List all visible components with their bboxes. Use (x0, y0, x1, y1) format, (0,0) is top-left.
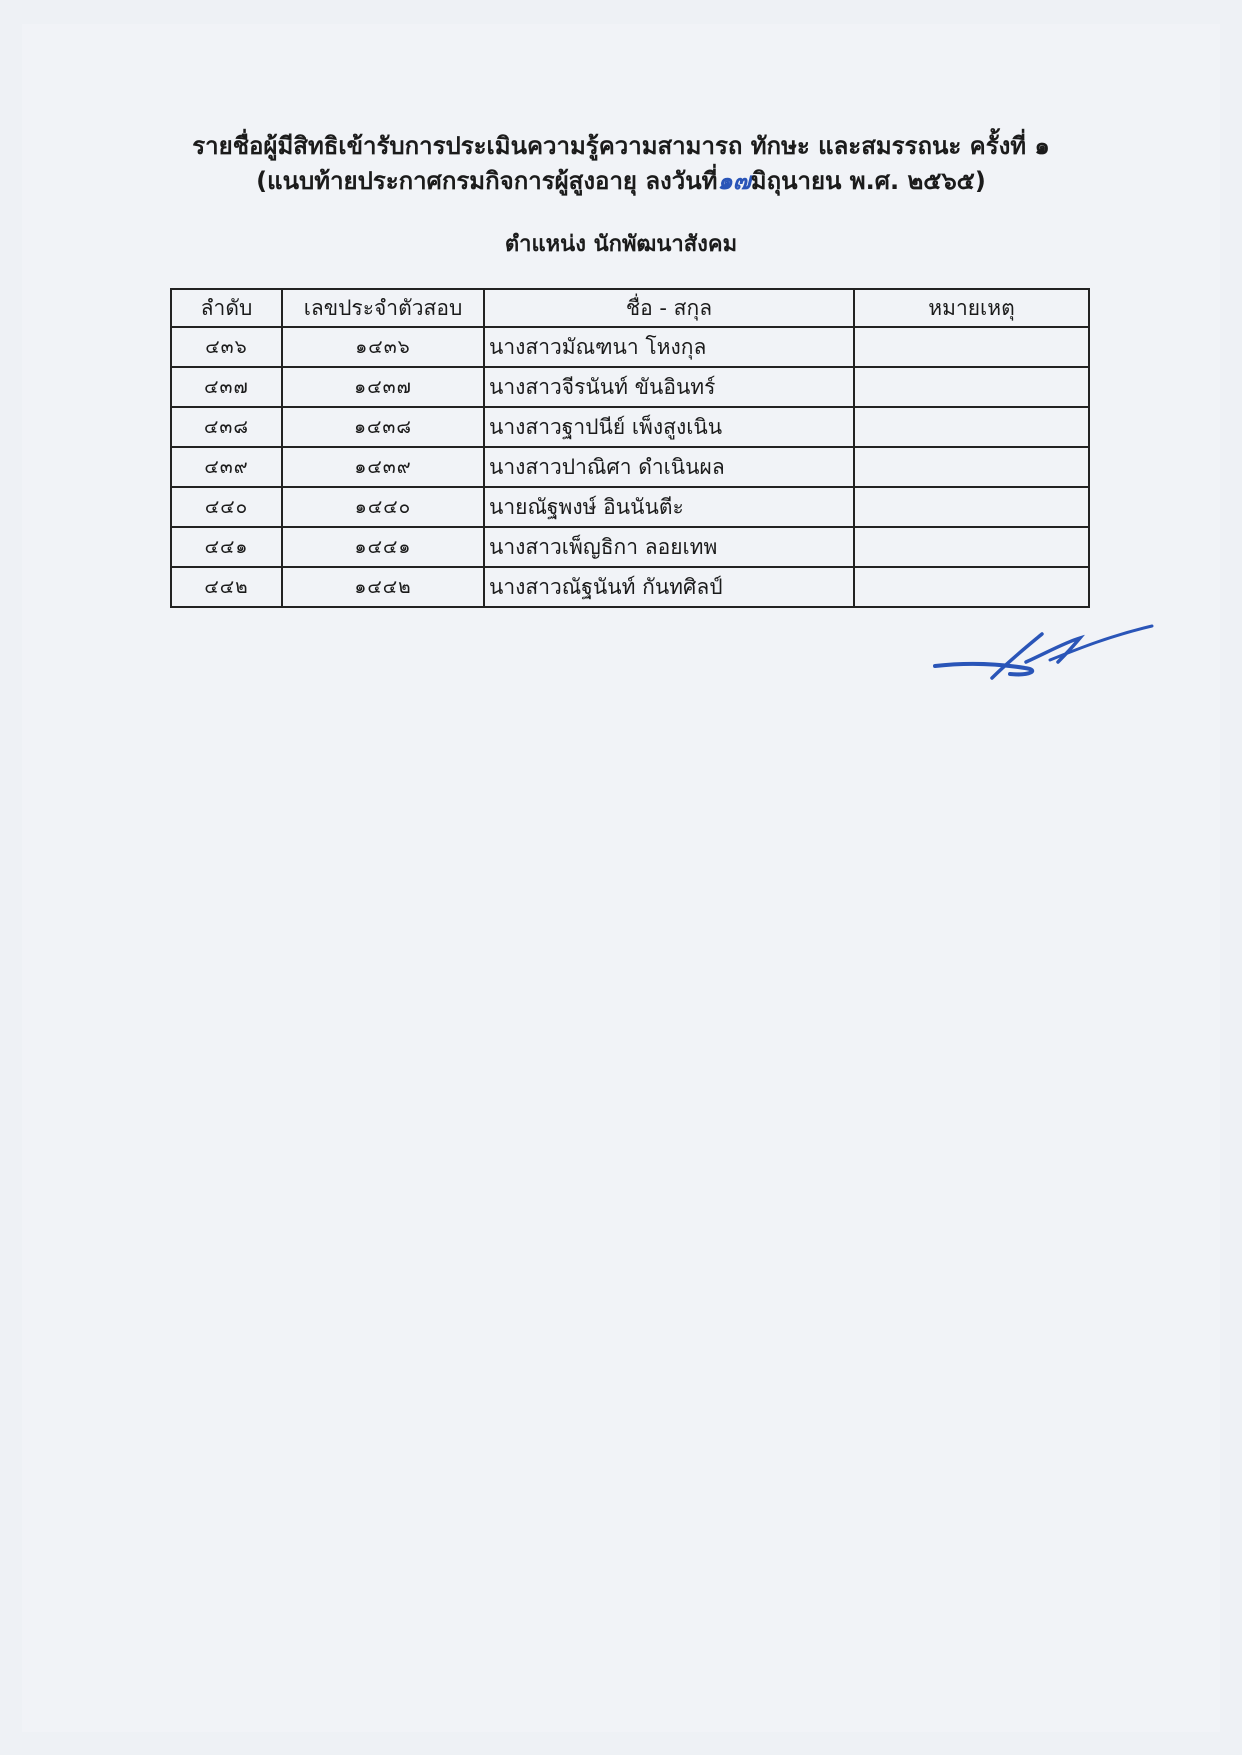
table-row (171, 487, 1089, 527)
subtitle-prefix: (แนบท้ายประกาศกรมกิจการผู้สูงอายุ ลงวันที่ (256, 167, 718, 195)
subtitle-suffix: มิถุนายน พ.ศ. ๒๕๖๕) (750, 167, 986, 195)
cell-seq: ๔๓๘ (171, 407, 282, 447)
cell-exam-id: ๑๔๔๒ (282, 567, 484, 607)
document-page (22, 24, 1220, 1732)
cell-name: นางสาวณัฐนันท์ กันทศิลป์ (484, 567, 854, 607)
cell-note (854, 367, 1089, 407)
candidate-table (170, 288, 1090, 608)
cell-name: นางสาวเพ็ญธิกา ลอยเทพ (484, 527, 854, 567)
handwritten-date: ๑๗ (717, 166, 751, 195)
cell-exam-id: ๑๔๓๖ (282, 327, 484, 367)
header-exam-id: เลขประจำตัวสอบ (282, 289, 484, 327)
signature-mark (930, 622, 1160, 682)
header-note: หมายเหตุ (854, 289, 1089, 327)
cell-exam-id: ๑๔๓๘ (282, 407, 484, 447)
cell-seq: ๔๔๐ (171, 487, 282, 527)
cell-note (854, 447, 1089, 487)
cell-seq: ๔๓๙ (171, 447, 282, 487)
table-row (171, 327, 1089, 367)
cell-exam-id: ๑๔๔๑ (282, 527, 484, 567)
cell-note (854, 327, 1089, 367)
cell-seq: ๔๔๑ (171, 527, 282, 567)
document-subtitle (0, 161, 1242, 200)
table-header-row (171, 289, 1089, 327)
table-row (171, 527, 1089, 567)
header-seq: ลำดับ (171, 289, 282, 327)
header-name: ชื่อ - สกุล (484, 289, 854, 327)
cell-exam-id: ๑๔๓๙ (282, 447, 484, 487)
table-row (171, 367, 1089, 407)
cell-name: นางสาวมัณฑนา โหงกุล (484, 327, 854, 367)
cell-note (854, 567, 1089, 607)
cell-name: นายณัฐพงษ์ อินนันตีะ (484, 487, 854, 527)
cell-exam-id: ๑๔๔๐ (282, 487, 484, 527)
table-row (171, 567, 1089, 607)
table-row (171, 407, 1089, 447)
cell-note (854, 407, 1089, 447)
cell-note (854, 487, 1089, 527)
cell-name: นางสาวจีรนันท์ ขันอินทร์ (484, 367, 854, 407)
cell-name: นางสาวปาณิศา ดำเนินผล (484, 447, 854, 487)
cell-note (854, 527, 1089, 567)
document-title: รายชื่อผู้มีสิทธิเข้ารับการประเมินความรู้ความสามารถ ทักษะ และสมรรถนะ ครั้งที่ ๑ (192, 132, 1050, 160)
cell-seq: ๔๓๖ (171, 327, 282, 367)
cell-seq: ๔๓๗ (171, 367, 282, 407)
cell-name: นางสาวฐาปนีย์ เพ็งสูงเนิน (484, 407, 854, 447)
cell-exam-id: ๑๔๓๗ (282, 367, 484, 407)
table-row (171, 447, 1089, 487)
cell-seq: ๔๔๒ (171, 567, 282, 607)
position-heading: ตำแหน่ง นักพัฒนาสังคม (504, 232, 738, 257)
